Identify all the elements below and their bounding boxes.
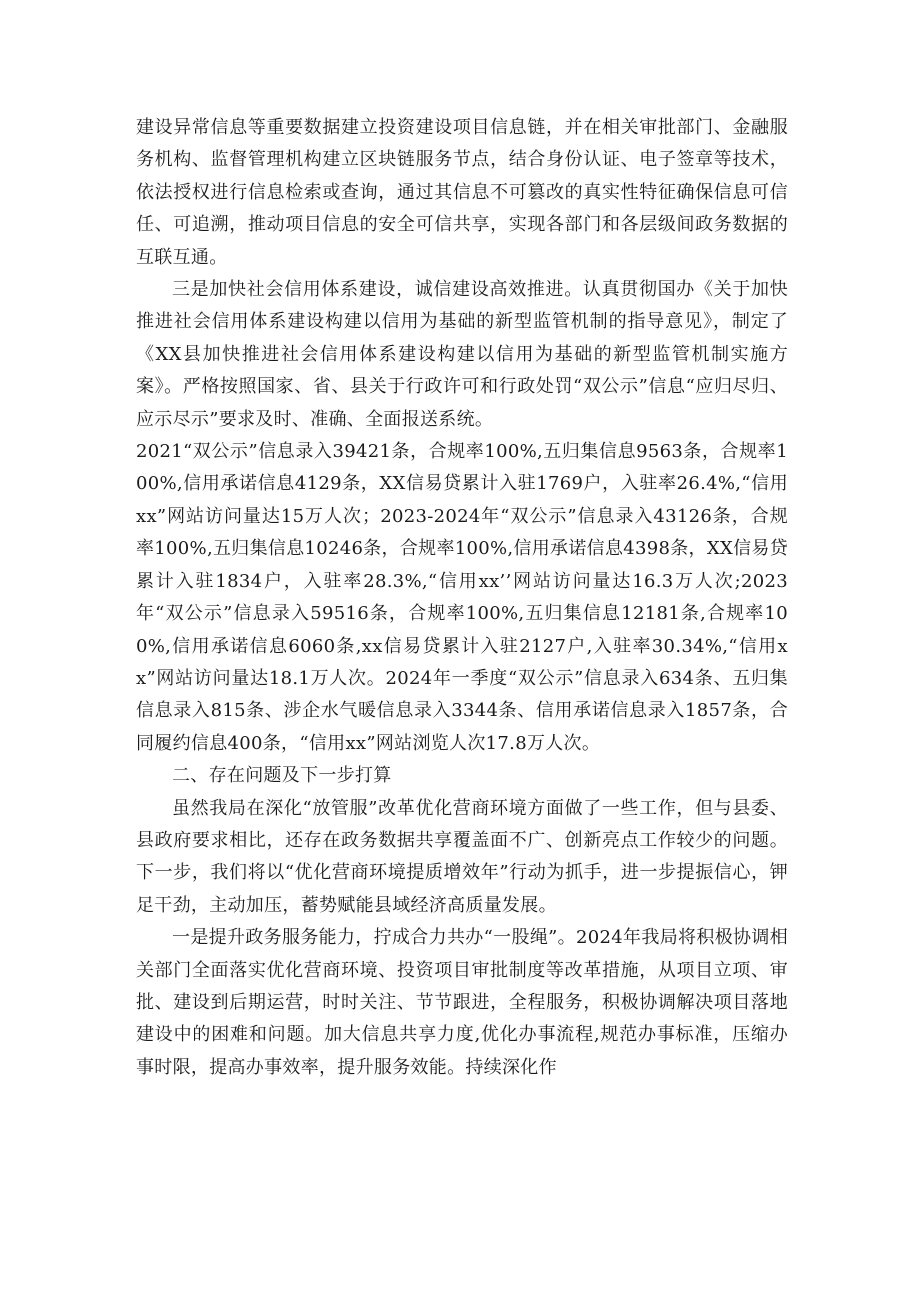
paragraph-credit-system: 三是加快社会信用体系建设，诚信建设高效推进。认真贯彻国办《关于加快推进社会信用体系建设构建以信用为基础的新型监管机制的指导意见》，制定了《XX县加快推进社会信用体系建设构建以信用为基础的新型监管机制实施方案》。严格按照国家、省、县关于行政许可和行政处罚“双公示”信息“应归尽归、应示尽示”要求及时、准确、全面报送系统。 [136, 279, 788, 430]
paragraph-data-chain: 建设异常信息等重要数据建立投资建设项目信息链，并在相关审批部门、金融服务机构、监督管理机构建立区块链服务节点，结合身份认证、电子签章等技术，依法授权进行信息检索或查询，通过其信息不可篡改的真实性特征确保信息可信任、可追溯，推动项目信息的安全可信共享，实现各部门和各层级间政务数据的互联互通。 [136, 117, 788, 268]
document-body [136, 112, 788, 1084]
paragraph-service-capacity: 一是提升政务服务能力，拧成合力共办“一股绳”。2024年我局将积极协调相关部门全面落实优化营商环境、投资项目审批制度等改革措施，从项目立项、审批、建设到后期运营，时时关注、节节跟进，全程服务，积极协调解决项目落地建设中的困难和问题。加大信息共享力度,优化办事流程,规范办事标准，压缩办事时限，提高办事效率，提升服务效能。持续深化作 [136, 927, 788, 1078]
paragraph-problems: 虽然我局在深化“放管服”改革优化营商环境方面做了一些工作，但与县委、县政府要求相比，还存在政务数据共享覆盖面不广、创新亮点工作较少的问题。下一步，我们将以“优化营商环境提质增效年”行动为抓手，进一步提振信心，钾足干劲，主动加压，蓄势赋能县域经济高质量发展。 [136, 797, 788, 916]
paragraph-statistics: 2021“双公示”信息录入39421条，合规率100%,五归集信息9563条，合规率100%,信用承诺信息4129条，XX信易贷累计入驻1769户，入驻率26.4%,“信用xx”网站访问量达15万人次；2023-2024年“双公示”信息录入43126条，合规率100%,五归集信息10246条，合规率100%,信用承诺信息4398条，XX信易贷累计入驻1834户，入驻率28.3%,“信用xx’’网站访问量达16.3万人次;2023年“双公示”信息录入59516条，合规率100%,五归集信息12181条,合规率100%,信用承诺信息6060条,xx信易贷累计入驻2127户,入驻率30.34%,“信用xx”网站访问量达18.1万人次。2024年一季度“双公示”信息录入634条、五归集信息录入815条、涉企水气暖信息录入3344条、信用承诺信息录入1857条，合同履约信息400条，“信用xx”网站浏览人次17.8万人次。 [136, 441, 788, 754]
section-heading-problems: 二、存在问题及下一步打算 [172, 765, 392, 787]
